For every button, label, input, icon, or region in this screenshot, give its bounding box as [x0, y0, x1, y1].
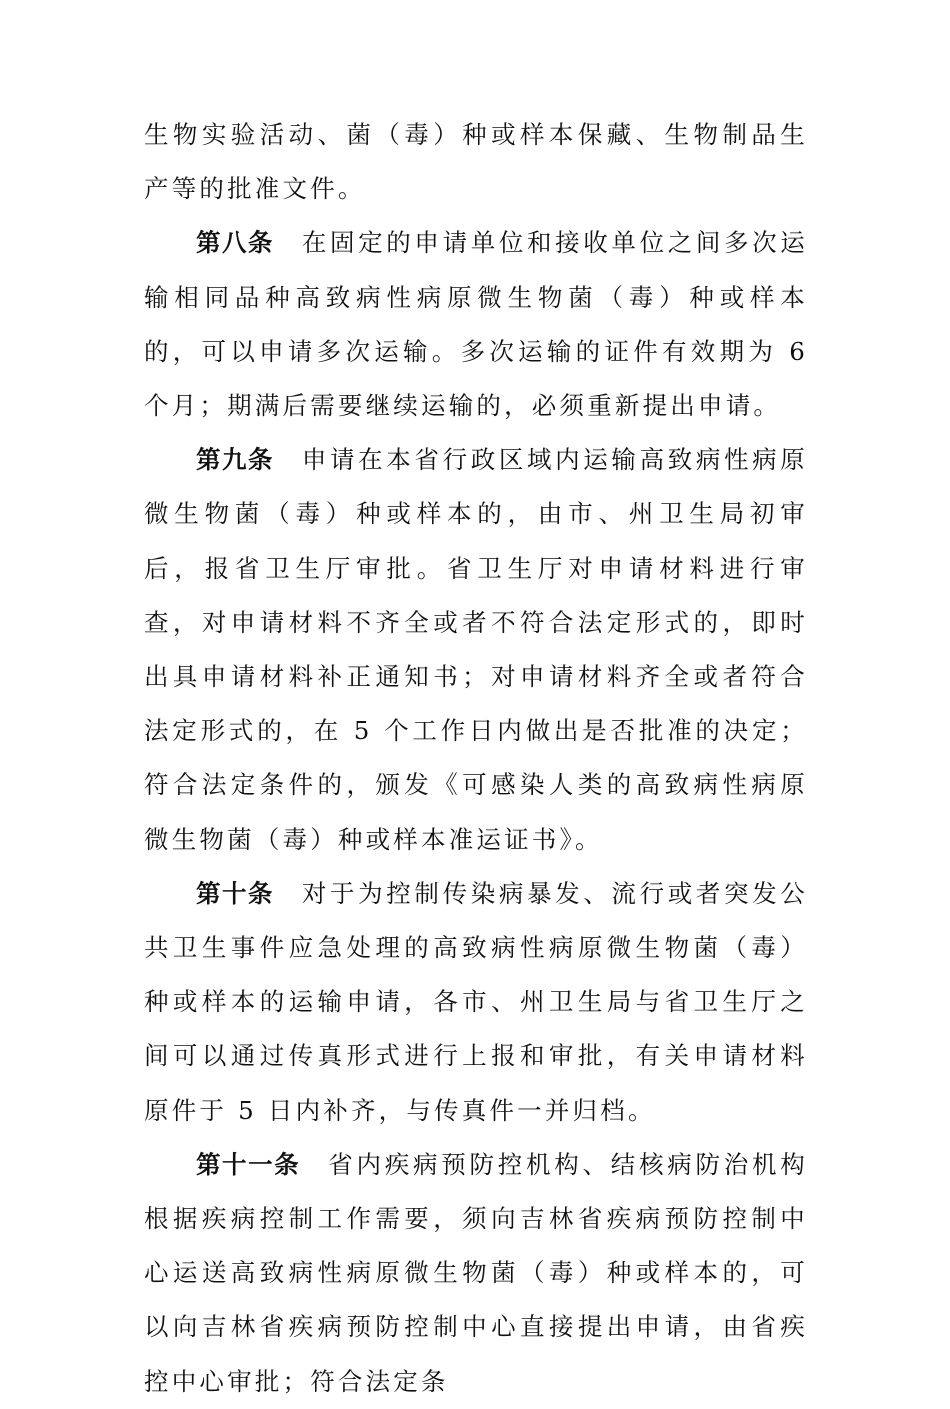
paragraph-text: 在固定的申请单位和接收单位之间多次运输相同品种高致病性病原微生物菌（毒）种或样本的，可以申请多次运输。多次运输的证件有效期为 6 个月；期满后需要继续运输的，必须重新提出申请。 [144, 228, 808, 421]
paragraph-text: 生物实验活动、菌（毒）种或样本保藏、生物制品生产等的批准文件。 [144, 120, 808, 204]
article-number: 第十条 [196, 878, 274, 908]
paragraph-continuation [144, 108, 808, 216]
article-number: 第八条 [196, 228, 274, 258]
paragraph-text: 申请在本省行政区域内运输高致病性病原微生物菌（毒）种或样本的，由市、州卫生局初审后，报省卫生厅审批。省卫生厅对申请材料进行审查，对申请材料不齐全或者不符合法定形式的，即时出具申请材料补正通知书；对申请材料齐全或者符合法定形式的，在 5 个工作日内做出是否批准的决定；符合法定条件的，颁发《可感染人类的高致病性病原微生物菌（毒）种或样本准运证书》。 [144, 445, 808, 854]
article-8 [144, 216, 808, 433]
article-10 [144, 867, 808, 1138]
paragraph-text: 省内疾病预防控机构、结核病防治机构根据疾病控制工作需要，须向吉林省疾病预防控制中心运送高致病性病原微生物菌（毒）种或样本的，可以向吉林省疾病预防控制中心直接提出申请，由省疾控中心审批；符合法定条 [144, 1149, 808, 1396]
paragraph-text: 对于为控制传染病暴发、流行或者突发公共卫生事件应急处理的高致病性病原微生物菌（毒）种或样本的运输申请，各市、州卫生局与省卫生厅之间可以通过传真形式进行上报和审批，有关申请材料原件于 5 日内补齐，与传真件一并归档。 [144, 878, 808, 1125]
article-9 [144, 433, 808, 867]
article-number: 第九条 [196, 445, 274, 475]
document-body [144, 108, 808, 1409]
article-number: 第十一条 [196, 1149, 301, 1179]
article-11 [144, 1138, 808, 1409]
